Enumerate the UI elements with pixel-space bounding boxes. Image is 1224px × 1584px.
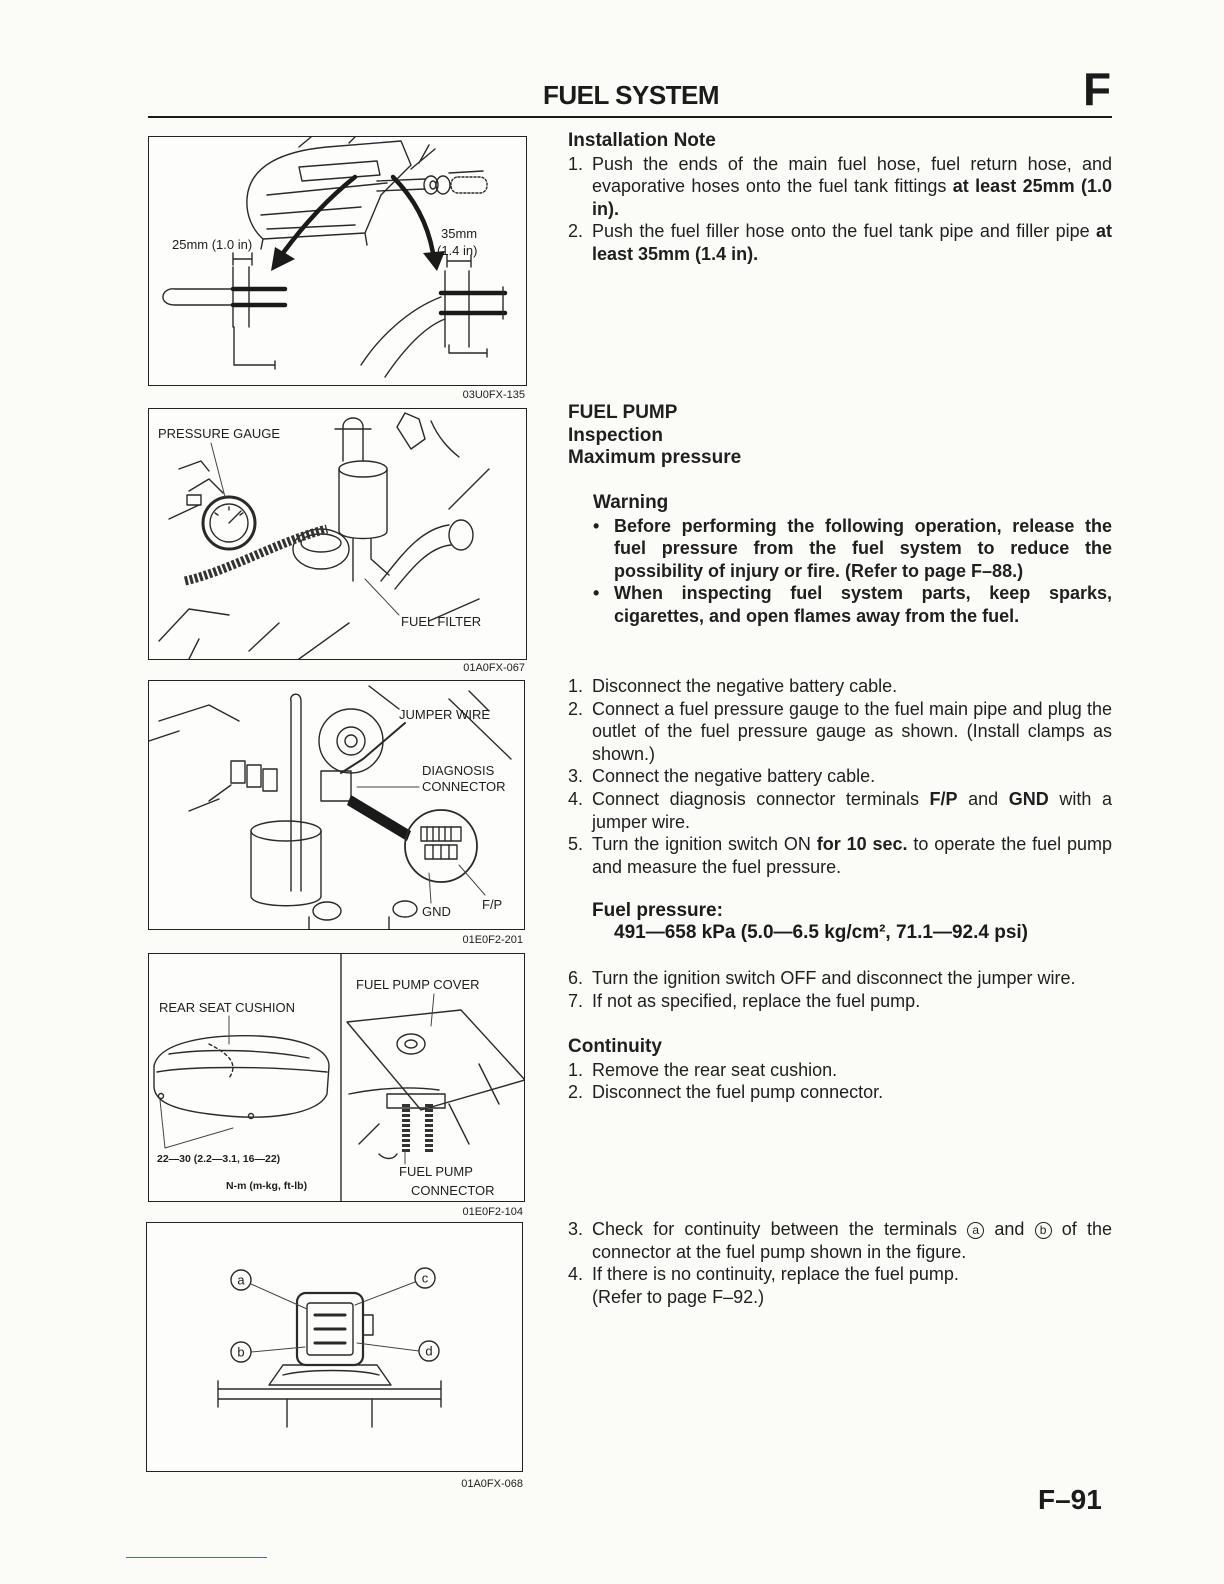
step-text-bold: at least 25mm (1.0 in). bbox=[592, 176, 1112, 219]
step-text: Remove the rear seat cushion. bbox=[592, 1059, 838, 1080]
left-hose-clamp-drawing bbox=[163, 253, 285, 369]
figure-pump-connector bbox=[146, 1222, 523, 1472]
figure-caption: 01A0FX-068 bbox=[461, 1478, 523, 1490]
install-arrows bbox=[271, 177, 445, 271]
step-number: 1. bbox=[568, 153, 584, 174]
continuity-section bbox=[568, 1036, 1112, 1104]
pressure-gauge-label: PRESSURE GAUGE bbox=[158, 426, 281, 441]
maximum-pressure-title: Maximum pressure bbox=[568, 447, 742, 469]
terminal-a-icon bbox=[231, 1270, 251, 1290]
fuel-pump-connector-label: FUEL PUMP bbox=[399, 1164, 473, 1179]
step-number: 2. bbox=[568, 221, 584, 242]
step-text: Check for continuity between the terminals bbox=[592, 1219, 968, 1239]
procedure-step bbox=[568, 1263, 1112, 1308]
step-text: Turn the ignition switch ON bbox=[592, 834, 817, 855]
engine-compartment-drawing bbox=[149, 686, 511, 930]
installation-note-title: Installation Note bbox=[568, 130, 716, 151]
procedure-step bbox=[568, 788, 1112, 833]
jumper-wire-label: JUMPER WIRE bbox=[399, 707, 490, 722]
diagnosis-connector-illustration bbox=[149, 681, 525, 930]
page-reference: (Refer to page F–92.) bbox=[592, 1286, 765, 1307]
procedure-step bbox=[568, 833, 1112, 878]
warning-title: Warning bbox=[593, 492, 669, 513]
diagnosis-label: DIAGNOSIS bbox=[422, 763, 495, 778]
procedure-step bbox=[568, 675, 1112, 698]
zoom-wedge bbox=[347, 795, 411, 841]
leader-line bbox=[357, 787, 485, 903]
rear-seat-cushion-label: REAR SEAT CUSHION bbox=[159, 1000, 296, 1015]
procedure-step bbox=[568, 765, 1112, 788]
procedure-step bbox=[568, 990, 1112, 1013]
procedure-step bbox=[568, 1081, 1112, 1104]
step-text: Turn the ignition switch OFF and disconnect the jumper wire. bbox=[592, 968, 1076, 988]
figure-caption: 03U0FX-135 bbox=[462, 389, 525, 401]
warning-bullet: • When inspecting fuel system parts, keep sparks, cigarettes, and open flames away from the fuel. bbox=[593, 582, 1112, 627]
dimension-label-left: 25mm (1.0 in) bbox=[172, 237, 253, 252]
header-rule bbox=[148, 116, 1112, 118]
terminal-a-label: a bbox=[237, 1272, 245, 1288]
connector-zoom-view bbox=[405, 810, 477, 882]
fuel-tank-hoses-illustration bbox=[149, 137, 527, 386]
terminal-c-label: c bbox=[421, 1270, 429, 1286]
scan-artifact-line bbox=[126, 1557, 267, 1558]
installation-step bbox=[568, 153, 1112, 221]
step-number: 2. bbox=[568, 1082, 584, 1103]
torque-spec: 22—30 (2.2—3.1, 16—22) bbox=[157, 1153, 281, 1165]
step-number: 1. bbox=[568, 1059, 584, 1080]
terminal-gnd: GND bbox=[1008, 788, 1049, 809]
warning-bullet: • Before performing the following operation, release the fuel pressure from the fuel system to reduce the possibility of injury or fire. (Refer to page F–88.) bbox=[593, 515, 1112, 583]
gnd-terminal-label: GND bbox=[422, 904, 451, 919]
figure-fuel-tank-hoses bbox=[148, 136, 527, 386]
fuel-tank-drawing bbox=[247, 137, 411, 249]
step-text: Disconnect the negative battery cable. bbox=[592, 676, 898, 696]
hose-fittings-drawing bbox=[377, 145, 487, 194]
procedure-step bbox=[568, 1218, 1112, 1263]
terminal-b-icon bbox=[231, 1342, 251, 1362]
step-text-bold: at least 35mm (1.4 in). bbox=[592, 221, 1112, 264]
leader-line bbox=[405, 994, 434, 1164]
step-text: of the connector at the fuel pump shown in the figure. bbox=[592, 1219, 1112, 1262]
connector-label: CONNECTOR bbox=[422, 779, 506, 794]
step-number: 4. bbox=[568, 788, 584, 809]
figure-caption: 01E0F2-104 bbox=[462, 1206, 523, 1218]
installation-step bbox=[568, 220, 1112, 265]
continuity-check-steps bbox=[568, 1218, 1112, 1308]
pressure-gauge-illustration bbox=[149, 409, 527, 660]
procedure-step bbox=[568, 967, 1112, 990]
figure-rear-seat bbox=[148, 953, 525, 1202]
pump-connector-illustration bbox=[147, 1223, 523, 1472]
dimension-label-right: 35mm bbox=[441, 226, 478, 241]
fuel-filter-label: FUEL FILTER bbox=[401, 614, 482, 629]
fuel-pressure-label: Fuel pressure: bbox=[592, 900, 723, 921]
step-text: Connect a fuel pressure gauge to the fuel main pipe and plug the outlet of the fuel pressure gauge as shown. (Install clamps as shown.) bbox=[592, 698, 1112, 764]
pressure-test-steps-after bbox=[568, 967, 1112, 1012]
fp-terminal-label: F/P bbox=[482, 897, 503, 912]
step-text: and bbox=[984, 1219, 1035, 1239]
step-duration: for 10 sec. bbox=[816, 834, 908, 855]
continuity-title: Continuity bbox=[568, 1036, 662, 1057]
terminal-a-icon: a bbox=[967, 1222, 984, 1239]
terminal-c-icon bbox=[415, 1268, 435, 1288]
step-number: 4. bbox=[568, 1264, 584, 1285]
dimension-label-right-inch: (1.4 in) bbox=[437, 243, 478, 258]
terminal-fp: F/P bbox=[929, 788, 958, 809]
fuel-pump-headings bbox=[568, 402, 1112, 470]
step-text: If not as specified, replace the fuel pump. bbox=[592, 990, 921, 1011]
section-letter: F bbox=[1083, 63, 1112, 115]
step-number: 7. bbox=[568, 990, 584, 1011]
step-text: If there is no continuity, replace the fuel pump. bbox=[592, 1264, 959, 1285]
step-number: 3. bbox=[568, 766, 584, 787]
jumper-wire bbox=[341, 723, 405, 773]
step-text: to operate the fuel pump and measure the fuel pressure. bbox=[592, 834, 1112, 877]
step-text: Disconnect the fuel pump connector. bbox=[592, 1082, 884, 1103]
figure-caption: 01E0F2-201 bbox=[462, 934, 523, 946]
procedure-step bbox=[568, 698, 1112, 766]
step-text: Connect diagnosis connector terminals bbox=[592, 788, 930, 809]
torque-units: N-m (m-kg, ft-lb) bbox=[226, 1180, 308, 1192]
fuel-pump-cover-drawing bbox=[347, 1010, 525, 1144]
pressure-test-steps bbox=[568, 675, 1112, 878]
terminal-b-label: b bbox=[237, 1344, 245, 1360]
step-text: with a jumper wire. bbox=[592, 788, 1112, 832]
step-number: 1. bbox=[568, 676, 584, 696]
fuel-pump-title: FUEL PUMP bbox=[568, 402, 678, 423]
connector-body-drawing bbox=[269, 1293, 391, 1385]
step-number: 5. bbox=[568, 834, 584, 855]
fuel-pump-cover-label: FUEL PUMP COVER bbox=[356, 977, 480, 992]
figure-diagnosis-connector bbox=[148, 680, 525, 930]
step-number: 2. bbox=[568, 698, 584, 719]
step-number: 3. bbox=[568, 1219, 584, 1239]
step-text: Push the fuel filler hose onto the fuel tank pipe and filler pipe bbox=[592, 221, 1096, 242]
inspection-title: Inspection bbox=[568, 424, 664, 446]
seat-cushion-drawing bbox=[154, 1036, 329, 1119]
diagnosis-connector-box bbox=[321, 771, 351, 801]
mounting-plate-drawing bbox=[218, 1381, 441, 1427]
figure-caption: 01A0FX-067 bbox=[463, 662, 525, 674]
installation-note bbox=[568, 130, 1112, 266]
fuel-pump-connector-label-2: CONNECTOR bbox=[411, 1183, 495, 1198]
fuel-pump-connector-drawing bbox=[359, 1094, 445, 1159]
right-hose-clamp-drawing bbox=[361, 255, 505, 377]
step-number: 6. bbox=[568, 968, 584, 988]
terminal-b-icon: b bbox=[1035, 1222, 1052, 1239]
section-title: FUEL SYSTEM bbox=[543, 80, 720, 110]
step-text: and bbox=[957, 788, 1009, 809]
leader-line bbox=[211, 443, 399, 615]
warning-box bbox=[593, 492, 1112, 628]
procedure-step bbox=[568, 1059, 1112, 1082]
step-text: Push the ends of the main fuel hose, fuel return hose, and evaporative hoses onto the fuel tank fittings bbox=[592, 153, 1112, 197]
terminal-d-icon bbox=[419, 1341, 439, 1361]
page-number: F–91 bbox=[1038, 1484, 1102, 1515]
terminal-d-label: d bbox=[425, 1343, 433, 1359]
fuel-pressure-value: 491—658 kPa (5.0—6.5 kg/cm², 71.1—92.4 psi) bbox=[614, 922, 1029, 943]
rear-seat-illustration bbox=[149, 954, 525, 1202]
pressure-gauge-dial bbox=[203, 497, 255, 549]
step-text: Connect the negative battery cable. bbox=[592, 766, 876, 787]
figure-pressure-gauge bbox=[148, 408, 527, 660]
